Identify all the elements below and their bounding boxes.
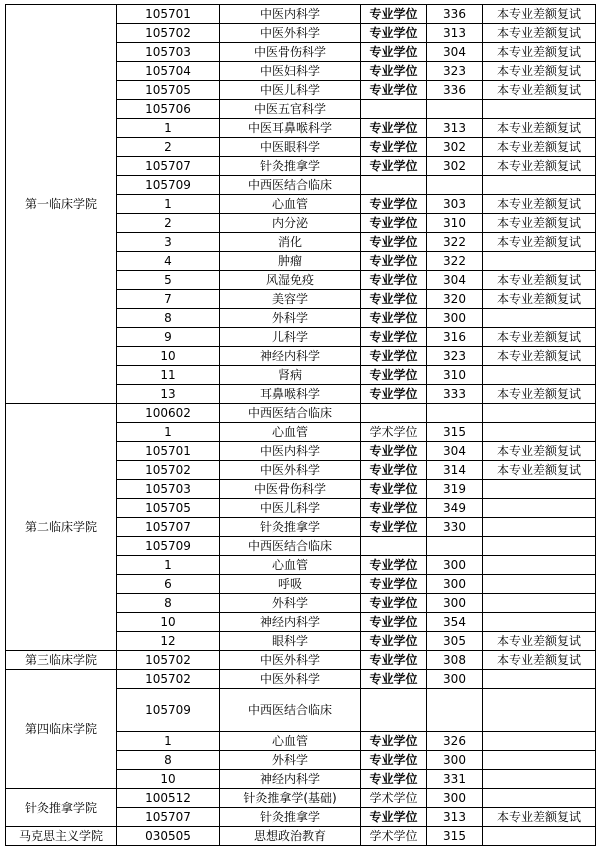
degree-cell: 专业学位	[361, 366, 427, 385]
major-cell: 消化	[220, 233, 361, 252]
code-cell: 105702	[117, 651, 220, 670]
note-cell: 本专业差额复试	[483, 5, 596, 24]
note-cell: 本专业差额复试	[483, 385, 596, 404]
score-cell	[427, 100, 483, 119]
major-cell: 外科学	[220, 751, 361, 770]
college-cell: 第二临床学院	[6, 404, 117, 651]
degree-cell	[361, 404, 427, 423]
degree-cell: 专业学位	[361, 751, 427, 770]
code-cell: 9	[117, 328, 220, 347]
note-cell	[483, 689, 596, 732]
note-cell	[483, 252, 596, 271]
code-cell: 100512	[117, 789, 220, 808]
degree-cell: 专业学位	[361, 214, 427, 233]
score-cell: 304	[427, 271, 483, 290]
score-cell: 323	[427, 347, 483, 366]
code-cell: 105702	[117, 670, 220, 689]
degree-cell: 专业学位	[361, 119, 427, 138]
note-cell: 本专业差额复试	[483, 808, 596, 827]
score-cell: 315	[427, 827, 483, 846]
note-cell: 本专业差额复试	[483, 442, 596, 461]
major-cell: 针灸推拿学	[220, 518, 361, 537]
note-cell	[483, 480, 596, 499]
note-cell: 本专业差额复试	[483, 81, 596, 100]
degree-cell: 专业学位	[361, 81, 427, 100]
table-row	[6, 827, 596, 846]
college-cell: 第一临床学院	[6, 5, 117, 404]
score-cell: 322	[427, 233, 483, 252]
code-cell: 7	[117, 290, 220, 309]
note-cell: 本专业差额复试	[483, 62, 596, 81]
note-cell: 本专业差额复试	[483, 157, 596, 176]
degree-cell: 专业学位	[361, 271, 427, 290]
degree-cell: 专业学位	[361, 499, 427, 518]
degree-cell: 专业学位	[361, 575, 427, 594]
code-cell: 105706	[117, 100, 220, 119]
score-cell: 313	[427, 808, 483, 827]
score-cell: 326	[427, 732, 483, 751]
code-cell: 10	[117, 770, 220, 789]
score-cell	[427, 176, 483, 195]
major-cell: 外科学	[220, 594, 361, 613]
code-cell: 10	[117, 347, 220, 366]
score-cell: 323	[427, 62, 483, 81]
major-cell: 肿瘤	[220, 252, 361, 271]
major-cell: 中医五官科学	[220, 100, 361, 119]
note-cell	[483, 404, 596, 423]
code-cell: 12	[117, 632, 220, 651]
note-cell	[483, 309, 596, 328]
score-cell: 300	[427, 556, 483, 575]
code-cell: 1	[117, 556, 220, 575]
college-cell: 马克思主义学院	[6, 827, 117, 846]
degree-cell	[361, 689, 427, 732]
score-cell: 302	[427, 157, 483, 176]
score-cell: 310	[427, 366, 483, 385]
note-cell	[483, 670, 596, 689]
degree-cell: 专业学位	[361, 309, 427, 328]
degree-cell: 专业学位	[361, 556, 427, 575]
major-cell: 心血管	[220, 195, 361, 214]
major-cell: 耳鼻喉科学	[220, 385, 361, 404]
degree-cell: 专业学位	[361, 290, 427, 309]
score-cell: 315	[427, 423, 483, 442]
score-cell: 304	[427, 442, 483, 461]
note-cell	[483, 518, 596, 537]
college-cell: 针灸推拿学院	[6, 789, 117, 827]
note-cell: 本专业差额复试	[483, 43, 596, 62]
major-cell: 心血管	[220, 732, 361, 751]
degree-cell: 学术学位	[361, 827, 427, 846]
degree-cell: 专业学位	[361, 442, 427, 461]
note-cell	[483, 613, 596, 632]
degree-cell: 专业学位	[361, 461, 427, 480]
score-cell: 313	[427, 24, 483, 43]
score-cell: 308	[427, 651, 483, 670]
score-cell: 319	[427, 480, 483, 499]
degree-cell: 专业学位	[361, 347, 427, 366]
note-cell: 本专业差额复试	[483, 651, 596, 670]
major-cell: 儿科学	[220, 328, 361, 347]
score-cell: 349	[427, 499, 483, 518]
major-cell: 内分泌	[220, 214, 361, 233]
degree-cell: 专业学位	[361, 632, 427, 651]
degree-cell: 专业学位	[361, 670, 427, 689]
note-cell	[483, 789, 596, 808]
degree-cell: 专业学位	[361, 138, 427, 157]
code-cell: 1	[117, 423, 220, 442]
score-cell: 333	[427, 385, 483, 404]
degree-cell: 专业学位	[361, 43, 427, 62]
major-cell: 中医儿科学	[220, 499, 361, 518]
major-cell: 中西医结合临床	[220, 537, 361, 556]
note-cell	[483, 423, 596, 442]
code-cell: 10	[117, 613, 220, 632]
major-cell: 中医骨伤科学	[220, 480, 361, 499]
note-cell	[483, 575, 596, 594]
note-cell	[483, 770, 596, 789]
score-cell: 316	[427, 328, 483, 347]
table-row	[6, 651, 596, 670]
score-cell	[427, 537, 483, 556]
major-cell: 中医外科学	[220, 461, 361, 480]
major-cell: 思想政治教育	[220, 827, 361, 846]
degree-cell: 专业学位	[361, 195, 427, 214]
code-cell: 1	[117, 119, 220, 138]
score-cell: 331	[427, 770, 483, 789]
score-cell	[427, 404, 483, 423]
major-cell: 神经内科学	[220, 613, 361, 632]
major-cell: 中医外科学	[220, 24, 361, 43]
code-cell: 105705	[117, 81, 220, 100]
major-cell: 美容学	[220, 290, 361, 309]
major-cell: 中医耳鼻喉科学	[220, 119, 361, 138]
note-cell: 本专业差额复试	[483, 233, 596, 252]
table-row	[6, 404, 596, 423]
degree-cell	[361, 176, 427, 195]
score-cell: 322	[427, 252, 483, 271]
major-cell: 针灸推拿学(基础)	[220, 789, 361, 808]
note-cell: 本专业差额复试	[483, 119, 596, 138]
score-cell: 336	[427, 81, 483, 100]
admission-score-table	[5, 4, 596, 846]
table-body	[6, 5, 596, 846]
major-cell: 心血管	[220, 423, 361, 442]
score-cell: 300	[427, 575, 483, 594]
degree-cell: 专业学位	[361, 594, 427, 613]
major-cell: 针灸推拿学	[220, 157, 361, 176]
note-cell	[483, 537, 596, 556]
degree-cell: 专业学位	[361, 770, 427, 789]
major-cell: 中医内科学	[220, 442, 361, 461]
code-cell: 11	[117, 366, 220, 385]
code-cell: 105709	[117, 689, 220, 732]
score-cell: 302	[427, 138, 483, 157]
code-cell: 4	[117, 252, 220, 271]
code-cell: 105704	[117, 62, 220, 81]
table-row	[6, 789, 596, 808]
major-cell: 中医外科学	[220, 651, 361, 670]
note-cell: 本专业差额复试	[483, 461, 596, 480]
code-cell: 105707	[117, 518, 220, 537]
note-cell: 本专业差额复试	[483, 138, 596, 157]
score-cell: 304	[427, 43, 483, 62]
college-cell: 第四临床学院	[6, 670, 117, 789]
note-cell	[483, 499, 596, 518]
degree-cell: 专业学位	[361, 233, 427, 252]
code-cell: 8	[117, 594, 220, 613]
score-cell	[427, 689, 483, 732]
major-cell: 眼科学	[220, 632, 361, 651]
score-cell: 336	[427, 5, 483, 24]
degree-cell	[361, 537, 427, 556]
note-cell: 本专业差额复试	[483, 347, 596, 366]
code-cell: 105709	[117, 537, 220, 556]
note-cell: 本专业差额复试	[483, 328, 596, 347]
score-cell: 300	[427, 670, 483, 689]
college-cell: 第三临床学院	[6, 651, 117, 670]
note-cell	[483, 556, 596, 575]
major-cell: 中医骨伤科学	[220, 43, 361, 62]
code-cell: 105705	[117, 499, 220, 518]
major-cell: 中医妇科学	[220, 62, 361, 81]
degree-cell: 专业学位	[361, 518, 427, 537]
code-cell: 5	[117, 271, 220, 290]
degree-cell: 专业学位	[361, 480, 427, 499]
score-cell: 300	[427, 751, 483, 770]
code-cell: 105709	[117, 176, 220, 195]
note-cell	[483, 594, 596, 613]
code-cell: 105701	[117, 442, 220, 461]
code-cell: 2	[117, 138, 220, 157]
score-cell: 354	[427, 613, 483, 632]
major-cell: 外科学	[220, 309, 361, 328]
code-cell: 8	[117, 309, 220, 328]
major-cell: 神经内科学	[220, 347, 361, 366]
major-cell: 中西医结合临床	[220, 689, 361, 732]
degree-cell: 专业学位	[361, 808, 427, 827]
score-cell: 330	[427, 518, 483, 537]
degree-cell: 专业学位	[361, 732, 427, 751]
score-cell: 320	[427, 290, 483, 309]
note-cell	[483, 100, 596, 119]
degree-cell: 专业学位	[361, 252, 427, 271]
code-cell: 1	[117, 732, 220, 751]
code-cell: 8	[117, 751, 220, 770]
note-cell	[483, 176, 596, 195]
code-cell: 100602	[117, 404, 220, 423]
code-cell: 105707	[117, 157, 220, 176]
major-cell: 中医外科学	[220, 670, 361, 689]
major-cell: 呼吸	[220, 575, 361, 594]
degree-cell: 专业学位	[361, 328, 427, 347]
major-cell: 风湿免疫	[220, 271, 361, 290]
score-cell: 314	[427, 461, 483, 480]
code-cell: 105707	[117, 808, 220, 827]
major-cell: 中医眼科学	[220, 138, 361, 157]
degree-cell: 专业学位	[361, 651, 427, 670]
code-cell: 105702	[117, 24, 220, 43]
note-cell	[483, 732, 596, 751]
code-cell: 105703	[117, 480, 220, 499]
major-cell: 中西医结合临床	[220, 176, 361, 195]
note-cell	[483, 751, 596, 770]
major-cell: 针灸推拿学	[220, 808, 361, 827]
table-row	[6, 670, 596, 689]
degree-cell: 专业学位	[361, 24, 427, 43]
major-cell: 中西医结合临床	[220, 404, 361, 423]
note-cell: 本专业差额复试	[483, 271, 596, 290]
major-cell: 中医内科学	[220, 5, 361, 24]
degree-cell: 学术学位	[361, 789, 427, 808]
degree-cell: 专业学位	[361, 613, 427, 632]
degree-cell: 专业学位	[361, 5, 427, 24]
code-cell: 2	[117, 214, 220, 233]
note-cell: 本专业差额复试	[483, 24, 596, 43]
major-cell: 神经内科学	[220, 770, 361, 789]
note-cell: 本专业差额复试	[483, 195, 596, 214]
table-row	[6, 5, 596, 24]
code-cell: 13	[117, 385, 220, 404]
code-cell: 105701	[117, 5, 220, 24]
score-cell: 303	[427, 195, 483, 214]
score-cell: 310	[427, 214, 483, 233]
major-cell: 肾病	[220, 366, 361, 385]
note-cell	[483, 366, 596, 385]
score-cell: 305	[427, 632, 483, 651]
degree-cell	[361, 100, 427, 119]
score-cell: 300	[427, 309, 483, 328]
code-cell: 105702	[117, 461, 220, 480]
score-cell: 300	[427, 789, 483, 808]
degree-cell: 专业学位	[361, 157, 427, 176]
score-cell: 313	[427, 119, 483, 138]
major-cell: 心血管	[220, 556, 361, 575]
major-cell: 中医儿科学	[220, 81, 361, 100]
note-cell: 本专业差额复试	[483, 214, 596, 233]
code-cell: 6	[117, 575, 220, 594]
degree-cell: 专业学位	[361, 62, 427, 81]
score-cell: 300	[427, 594, 483, 613]
code-cell: 105703	[117, 43, 220, 62]
code-cell: 1	[117, 195, 220, 214]
note-cell: 本专业差额复试	[483, 632, 596, 651]
code-cell: 3	[117, 233, 220, 252]
degree-cell: 专业学位	[361, 385, 427, 404]
code-cell: 030505	[117, 827, 220, 846]
degree-cell: 学术学位	[361, 423, 427, 442]
note-cell	[483, 827, 596, 846]
note-cell: 本专业差额复试	[483, 290, 596, 309]
